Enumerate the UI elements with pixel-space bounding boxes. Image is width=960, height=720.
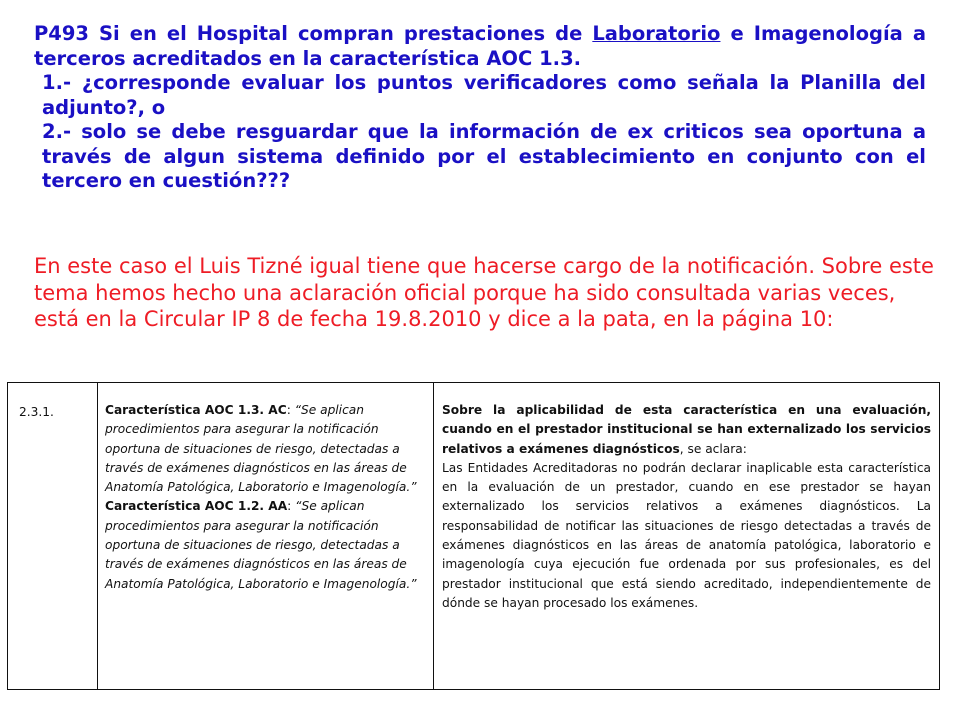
item2-separator: : (287, 499, 296, 514)
question-text-end: e Imagenología a terceros acreditados en la característica AOC 1.3. (34, 22, 926, 70)
item2-title: Característica AOC 1.2. AA (105, 499, 288, 514)
answer-block (34, 253, 939, 333)
item1-title: Característica AOC 1.3. AC (105, 403, 287, 417)
question-block (34, 22, 926, 194)
citation-number: 2.3.1. (19, 405, 54, 419)
question-option-2: 2.- solo se debe resguardar que la información de ex criticos sea oportuna a través de algun sistema definido por el establecimiento en conjunto con el tercero en cuestión??? (42, 120, 926, 192)
citation-row (8, 383, 940, 690)
citation-number-cell (8, 383, 98, 690)
underlined-term: Laboratorio (592, 22, 721, 45)
question-text: P493 Si en el Hospital compran prestaciones de (34, 22, 593, 45)
clarification-heading-tail: , se aclara: (679, 441, 747, 456)
citation-table (7, 382, 940, 690)
citation-characteristics-cell (98, 383, 434, 690)
item1-separator: : (286, 403, 295, 417)
item1-text: “Se aplican procedimientos para asegurar la notificación oportuna de situaciones de riesgo, detectadas a través de exámenes diagnósticos en las áreas de Anatomía Patológica, Laboratorio e Imagenología.” (105, 403, 417, 495)
clarification-heading: Sobre la aplicabilidad de esta característica en una evaluación, cuando en el prestador institucional se han externalizado los servicios relativos a exámenes diagnósticos (442, 403, 931, 456)
clarification-body: Las Entidades Acreditadoras no podrán declarar inaplicable esta característica en la evaluación de un prestador, cuando en ese prestador se hayan externalizado los servicios relativos a exámenes diagnósticos. La responsabilidad de notificar las situaciones de riesgo detectadas a través de exámenes diagnósticos en las áreas de anatomía patológica, laboratorio e imagenología cuya ejecución fue ordenada por sus profesionales, es del prestador institucional que está siendo acreditado, independientemente de dónde se hayan procesado los exámenes. (442, 460, 931, 610)
answer-text: En este caso el Luis Tizné igual tiene que hacerse cargo de la notificación. Sobre este tema hemos hecho una aclaración oficial porque ha sido consultada varias veces, está en la Circular IP 8 de fecha 19.8.2010 y dice a la pata, en la página 10: (34, 254, 934, 331)
citation-clarification-cell (434, 383, 940, 690)
item2-text: “Se aplican procedimientos para asegurar la notificación oportuna de situaciones de riesgo, detectadas a través de exámenes diagnósticos en las áreas de Anatomía Patológica, Laboratorio e Imagenología.” (105, 499, 417, 591)
question-option-1: 1.- ¿corresponde evaluar los puntos verificadores como señala la Planilla del adjunto?, o (42, 71, 926, 119)
question-intro (34, 22, 926, 71)
